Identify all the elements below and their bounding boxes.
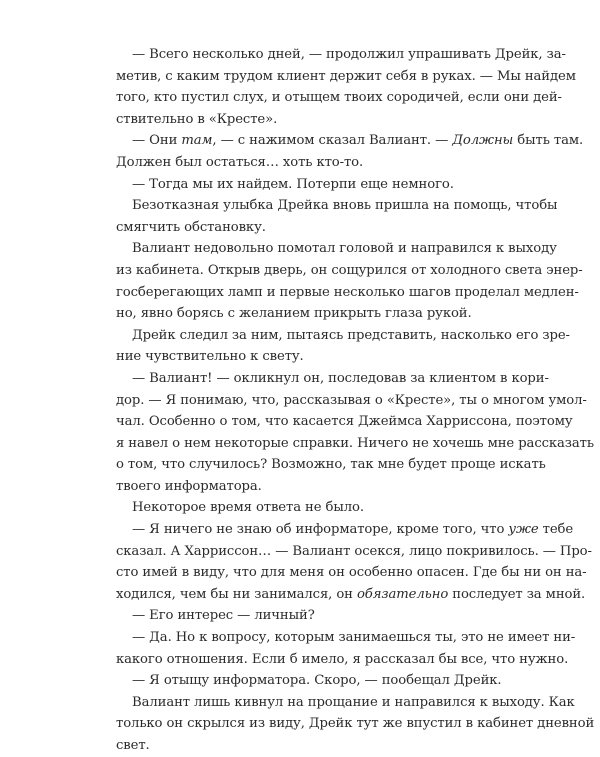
text-segment: какого отношения. Если б имело, я рассказал бы все, что нужно. (116, 651, 569, 667)
text-line (116, 605, 484, 627)
text-line (116, 238, 557, 260)
text-segment: — Валиант! — окликнул он, последовав за клиентом в кори- (132, 370, 549, 386)
text-line (116, 562, 587, 584)
text-segment: — Всего несколько дней, — продолжил упрашивать Дрейк, за- (132, 47, 566, 62)
text-segment: о том, что случилось? Возможно, так мне будет проще искать (116, 457, 546, 473)
text-segment: тебе (538, 522, 574, 538)
text-line (116, 670, 502, 692)
text-segment: смягчить обстановку. (116, 219, 266, 235)
text-line (116, 44, 566, 66)
text-segment: твоего информатора. (116, 478, 262, 494)
text-segment: последует за мной. (448, 586, 586, 602)
text-segment: — Его интерес — личный? (132, 608, 315, 624)
text-line (116, 519, 574, 541)
text-line (116, 476, 484, 498)
text-segment: ходился, чем бы ни занимался, он (116, 586, 357, 602)
text-segment: Валиант недовольно помотал головой и направился к выходу (132, 241, 557, 257)
text-segment: , — с нажимом сказал Валиант. — (212, 133, 453, 149)
text-segment: метив, с каким трудом клиент держит себя в руках. — Мы найдем (116, 68, 576, 84)
text-line (116, 152, 484, 174)
italic-text: Должны (452, 133, 514, 149)
text-line (116, 260, 583, 282)
text-segment: дор. — Я понимаю, что, рассказывая о «Кресте», ты о многом умол- (116, 392, 587, 408)
text-line (116, 692, 575, 714)
text-segment: Валиант лишь кивнул на прощание и направился к выходу. Как (132, 694, 575, 710)
text-line (116, 627, 576, 649)
italic-text: обязательно (356, 586, 449, 602)
text-segment: свет. (116, 738, 150, 753)
text-line (116, 411, 573, 433)
text-segment: сказал. А Харриссон… — Валиант осекся, лицо покривилось. — Про- (116, 543, 592, 559)
text-segment: Должен был остаться… хоть кто-то. (116, 154, 364, 170)
text-line (116, 735, 484, 757)
text-line (116, 346, 484, 368)
text-line (116, 303, 484, 325)
text-line (116, 282, 579, 304)
text-line (116, 109, 484, 131)
text-line (116, 325, 570, 347)
text-segment: — Да. Но к вопросу, которым занимаешься ты, это не имеет ни- (132, 630, 576, 646)
text-segment: — Тогда мы их найдем. Потерпи еще немного. (132, 176, 454, 192)
text-segment: Безотказная улыбка Дрейка вновь пришла на помощь, чтобы (132, 198, 558, 214)
text-line (116, 87, 562, 109)
italic-text: там (181, 133, 213, 149)
text-line (116, 454, 546, 476)
text-line (116, 66, 576, 88)
text-line (116, 584, 586, 606)
text-line (116, 195, 558, 217)
text-line (116, 497, 484, 519)
text-segment: ние чувствительно к свету. (116, 349, 304, 365)
text-line (116, 433, 594, 455)
text-segment: только он скрылся из виду, Дрейк тут же впустил в кабинет дневной (116, 716, 595, 732)
text-segment: быть там. (513, 133, 584, 149)
text-segment: но, явно борясь с желанием прикрыть глаза рукой. (116, 306, 472, 322)
text-line (116, 368, 549, 390)
text-segment: того, кто пустил слух, и отыщем твоих сородичей, если они дей- (116, 90, 562, 106)
text-line (116, 713, 595, 735)
text-segment: Некоторое время ответа не было. (132, 500, 364, 516)
text-segment: — Я ничего не знаю об информаторе, кроме того, что (132, 522, 509, 538)
text-line (116, 649, 569, 671)
text-line (116, 390, 587, 412)
text-line (116, 217, 484, 239)
text-segment: госберегающих ламп и первые несколько шагов проделал медлен- (116, 284, 579, 300)
body-text (116, 44, 595, 757)
text-segment: чал. Особенно о том, что касается Джеймса Харриссона, поэтому (116, 414, 573, 430)
text-segment: — Они (132, 133, 182, 149)
text-line (116, 130, 584, 152)
text-segment: из кабинета. Открыв дверь, он сощурился от холодного света энер- (116, 262, 583, 278)
text-segment: сто имей в виду, что для меня он особенно опасен. Где бы ни он на- (116, 565, 587, 581)
text-segment: ствительно в «Кресте». (116, 111, 278, 127)
text-segment: я навел о нем некоторые справки. Ничего не хочешь мне рассказать (116, 435, 594, 451)
text-segment: Дрейк следил за ним, пытаясь представить, насколько его зре- (132, 327, 570, 343)
text-segment: — Я отыщу информатора. Скоро, — пообещал Дрейк. (132, 673, 502, 689)
text-line (116, 174, 484, 196)
italic-text: уже (508, 522, 539, 538)
text-line (116, 541, 592, 563)
